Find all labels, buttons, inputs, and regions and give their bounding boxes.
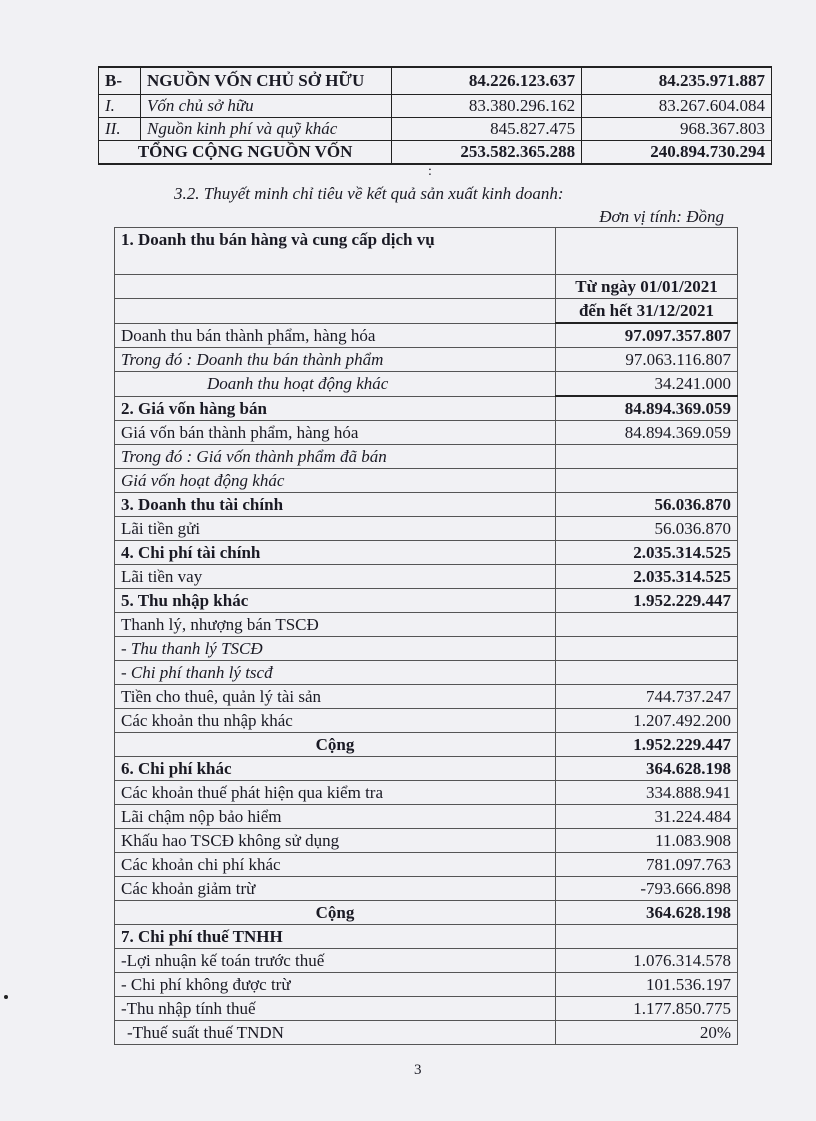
row-value: 1.207.492.200 xyxy=(556,709,738,733)
table-row xyxy=(115,973,738,997)
row-value xyxy=(556,445,738,469)
table-row xyxy=(115,997,738,1021)
period-line-2: đến hết 31/12/2021 xyxy=(556,299,738,324)
table-row xyxy=(115,925,738,949)
row-value: 31.224.484 xyxy=(556,805,738,829)
equity-name: NGUỒN VỐN CHỦ SỞ HỮU xyxy=(141,67,392,95)
row-label: - Thu thanh lý TSCĐ xyxy=(115,637,556,661)
table-row xyxy=(115,949,738,973)
table-row xyxy=(115,421,738,445)
row-value: 781.097.763 xyxy=(556,853,738,877)
section-title: 3.2. Thuyết minh chỉ tiêu về kết quả sản xuất kinh doanh: xyxy=(174,184,564,203)
period-blank-cell xyxy=(115,275,556,299)
row-label: Giá vốn hoạt động khác xyxy=(115,469,556,493)
equity-value-1: 83.380.296.162 xyxy=(392,95,582,118)
row-value: 1.952.229.447 xyxy=(556,589,738,613)
table-row xyxy=(115,877,738,901)
row-label: Trong đó : Giá vốn thành phẩm đã bán xyxy=(115,445,556,469)
row-value xyxy=(556,661,738,685)
results-table xyxy=(114,227,738,1045)
table-row xyxy=(115,1021,738,1045)
row-label: Các khoản thuế phát hiện qua kiểm tra xyxy=(115,781,556,805)
period-line-1: Từ ngày 01/01/2021 xyxy=(556,275,738,299)
equity-table xyxy=(98,66,772,165)
row-value: 1.076.314.578 xyxy=(556,949,738,973)
row-value: 11.083.908 xyxy=(556,829,738,853)
row-label: - Chi phí không được trừ xyxy=(115,973,556,997)
row-label: Lãi tiền gửi xyxy=(115,517,556,541)
table-row xyxy=(115,348,738,372)
equity-total-row xyxy=(99,141,772,165)
row-label: Trong đó : Doanh thu bán thành phẩm xyxy=(115,348,556,372)
equity-total-value-2: 240.894.730.294 xyxy=(582,141,772,165)
row-label: -Thu nhập tính thuế xyxy=(115,997,556,1021)
row-value: 2.035.314.525 xyxy=(556,565,738,589)
table-row xyxy=(115,565,738,589)
equity-code: II. xyxy=(99,118,141,141)
row-label: 2. Giá vốn hàng bán xyxy=(115,396,556,421)
row-value: 364.628.198 xyxy=(556,901,738,925)
unit-label: Đơn vị tính: Đồng xyxy=(599,207,724,226)
row-value: 84.894.369.059 xyxy=(556,396,738,421)
row-value: 84.894.369.059 xyxy=(556,421,738,445)
row-value: 20% xyxy=(556,1021,738,1045)
row-value: 97.063.116.807 xyxy=(556,348,738,372)
equity-row-header xyxy=(99,67,772,95)
table-row xyxy=(115,733,738,757)
table-row xyxy=(115,661,738,685)
equity-code: I. xyxy=(99,95,141,118)
table-row xyxy=(115,853,738,877)
equity-code: B- xyxy=(99,67,141,95)
row-value: 2.035.314.525 xyxy=(556,541,738,565)
row-value: 744.737.247 xyxy=(556,685,738,709)
results-header-blank xyxy=(556,228,738,275)
row-value: 97.097.357.807 xyxy=(556,323,738,348)
row-label: Doanh thu bán thành phẩm, hàng hóa xyxy=(115,323,556,348)
page-number: 3 xyxy=(414,1062,422,1078)
equity-row xyxy=(99,95,772,118)
row-label: 3. Doanh thu tài chính xyxy=(115,493,556,517)
row-value: -793.666.898 xyxy=(556,877,738,901)
equity-name: Vốn chủ sở hữu xyxy=(141,95,392,118)
row-label: 6. Chi phí khác xyxy=(115,757,556,781)
row-value xyxy=(556,469,738,493)
table-row xyxy=(115,517,738,541)
table-row xyxy=(115,757,738,781)
equity-value-2: 83.267.604.084 xyxy=(582,95,772,118)
row-label: Các khoản thu nhập khác xyxy=(115,709,556,733)
results-header-title: 1. Doanh thu bán hàng và cung cấp dịch vụ xyxy=(115,228,556,275)
row-label: Thanh lý, nhượng bán TSCĐ xyxy=(115,613,556,637)
separator-mark: : xyxy=(428,164,432,179)
row-label: Lãi tiền vay xyxy=(115,565,556,589)
table-row xyxy=(115,637,738,661)
row-value: 364.628.198 xyxy=(556,757,738,781)
results-header-row xyxy=(115,228,738,275)
row-label: Giá vốn bán thành phẩm, hàng hóa xyxy=(115,421,556,445)
row-label: Các khoản giảm trừ xyxy=(115,877,556,901)
row-value: 1.177.850.775 xyxy=(556,997,738,1021)
row-label: 4. Chi phí tài chính xyxy=(115,541,556,565)
row-label: Tiền cho thuê, quản lý tài sản xyxy=(115,685,556,709)
row-label: Cộng xyxy=(115,733,556,757)
equity-value-1: 845.827.475 xyxy=(392,118,582,141)
table-row xyxy=(115,323,738,348)
equity-total-value-1: 253.582.365.288 xyxy=(392,141,582,165)
row-label: Cộng xyxy=(115,901,556,925)
scan-speck xyxy=(4,995,8,999)
row-label: 7. Chi phí thuế TNHH xyxy=(115,925,556,949)
table-row xyxy=(115,685,738,709)
row-label: Các khoản chi phí khác xyxy=(115,853,556,877)
row-value: 56.036.870 xyxy=(556,493,738,517)
row-value xyxy=(556,613,738,637)
table-row xyxy=(115,493,738,517)
row-label: -Thuế suất thuế TNDN xyxy=(115,1021,556,1045)
table-row xyxy=(115,372,738,397)
row-label: -Lợi nhuận kế toán trước thuế xyxy=(115,949,556,973)
equity-value-2: 968.367.803 xyxy=(582,118,772,141)
equity-value-2: 84.235.971.887 xyxy=(582,67,772,95)
period-row xyxy=(115,275,738,299)
equity-name: Nguồn kinh phí và quỹ khác xyxy=(141,118,392,141)
table-row xyxy=(115,469,738,493)
table-row xyxy=(115,805,738,829)
row-value: 1.952.229.447 xyxy=(556,733,738,757)
row-value: 34.241.000 xyxy=(556,372,738,397)
equity-row xyxy=(99,118,772,141)
period-row xyxy=(115,299,738,324)
table-row xyxy=(115,541,738,565)
table-row xyxy=(115,709,738,733)
table-row xyxy=(115,829,738,853)
row-label: Doanh thu hoạt động khác xyxy=(115,372,556,397)
row-value: 334.888.941 xyxy=(556,781,738,805)
row-label: - Chi phí thanh lý tscđ xyxy=(115,661,556,685)
row-value xyxy=(556,637,738,661)
row-label: Khấu hao TSCĐ không sử dụng xyxy=(115,829,556,853)
row-label: 5. Thu nhập khác xyxy=(115,589,556,613)
equity-total-label: TỔNG CỘNG NGUỒN VỐN xyxy=(99,141,392,165)
row-value: 101.536.197 xyxy=(556,973,738,997)
table-row xyxy=(115,781,738,805)
equity-value-1: 84.226.123.637 xyxy=(392,67,582,95)
row-value: 56.036.870 xyxy=(556,517,738,541)
table-row xyxy=(115,445,738,469)
row-label: Lãi chậm nộp bảo hiểm xyxy=(115,805,556,829)
row-value xyxy=(556,925,738,949)
table-row xyxy=(115,613,738,637)
table-row xyxy=(115,396,738,421)
table-row xyxy=(115,589,738,613)
table-row xyxy=(115,901,738,925)
period-blank-cell xyxy=(115,299,556,324)
